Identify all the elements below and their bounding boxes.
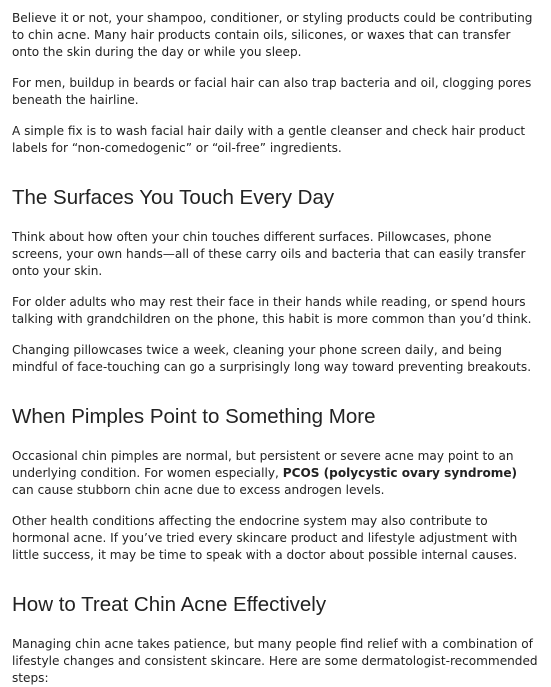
paragraph-pcos: [12, 448, 539, 499]
paragraph-hair-products: Believe it or not, your shampoo, conditioner, or styling products could be contributing to chin acne. Many hair products contain oils, silicones, or waxes that can transfer onto the skin during the day or while you sleep.: [12, 11, 533, 59]
paragraph-pillowcases: Changing pillowcases twice a week, cleaning your phone screen daily, and being mindful of face-touching can go a surprisingly long way toward preventing breakouts.: [12, 343, 532, 374]
paragraph-managing: Managing chin acne takes patience, but many people find relief with a combination of lifestyle changes and consistent skincare. Here are some dermatologist-recommended steps:: [12, 637, 538, 685]
pcos-text-before: Occasional chin pimples are normal, but persistent or severe acne may point to an underlying condition. For women especially,: [12, 449, 514, 480]
paragraph-simple-fix: A simple fix is to wash facial hair daily with a gentle cleanser and check hair product labels for “non-comedogenic” or “oil-free” ingredients.: [12, 124, 526, 155]
paragraph-older-adults: For older adults who may rest their face in their hands while reading, or spend hours talking with grandchildren on the phone, this habit is more common than you’d think.: [12, 295, 532, 326]
paragraph-endocrine: Other health conditions affecting the endocrine system may also contribute to hormonal acne. If you’ve tried every skincare product and lifestyle adjustment with little success, it may be time to speak with a doctor about possible internal causes.: [12, 514, 518, 562]
section-heading-surfaces: The Surfaces You Touch Every Day: [12, 186, 335, 209]
section-heading-treat: How to Treat Chin Acne Effectively: [12, 593, 327, 616]
paragraph-surfaces: Think about how often your chin touches different surfaces. Pillowcases, phone screens, your own hands—all of these carry oils and bacteria that can easily transfer onto your skin.: [12, 230, 526, 278]
section-heading-pimples-point: When Pimples Point to Something More: [12, 405, 376, 428]
pcos-text-after: can cause stubborn chin acne due to excess androgen levels.: [12, 483, 385, 497]
paragraph-beard-buildup: For men, buildup in beards or facial hair can also trap bacteria and oil, clogging pores beneath the hairline.: [12, 76, 532, 107]
pcos-bold-term: PCOS (polycystic ovary syndrome): [282, 466, 518, 480]
